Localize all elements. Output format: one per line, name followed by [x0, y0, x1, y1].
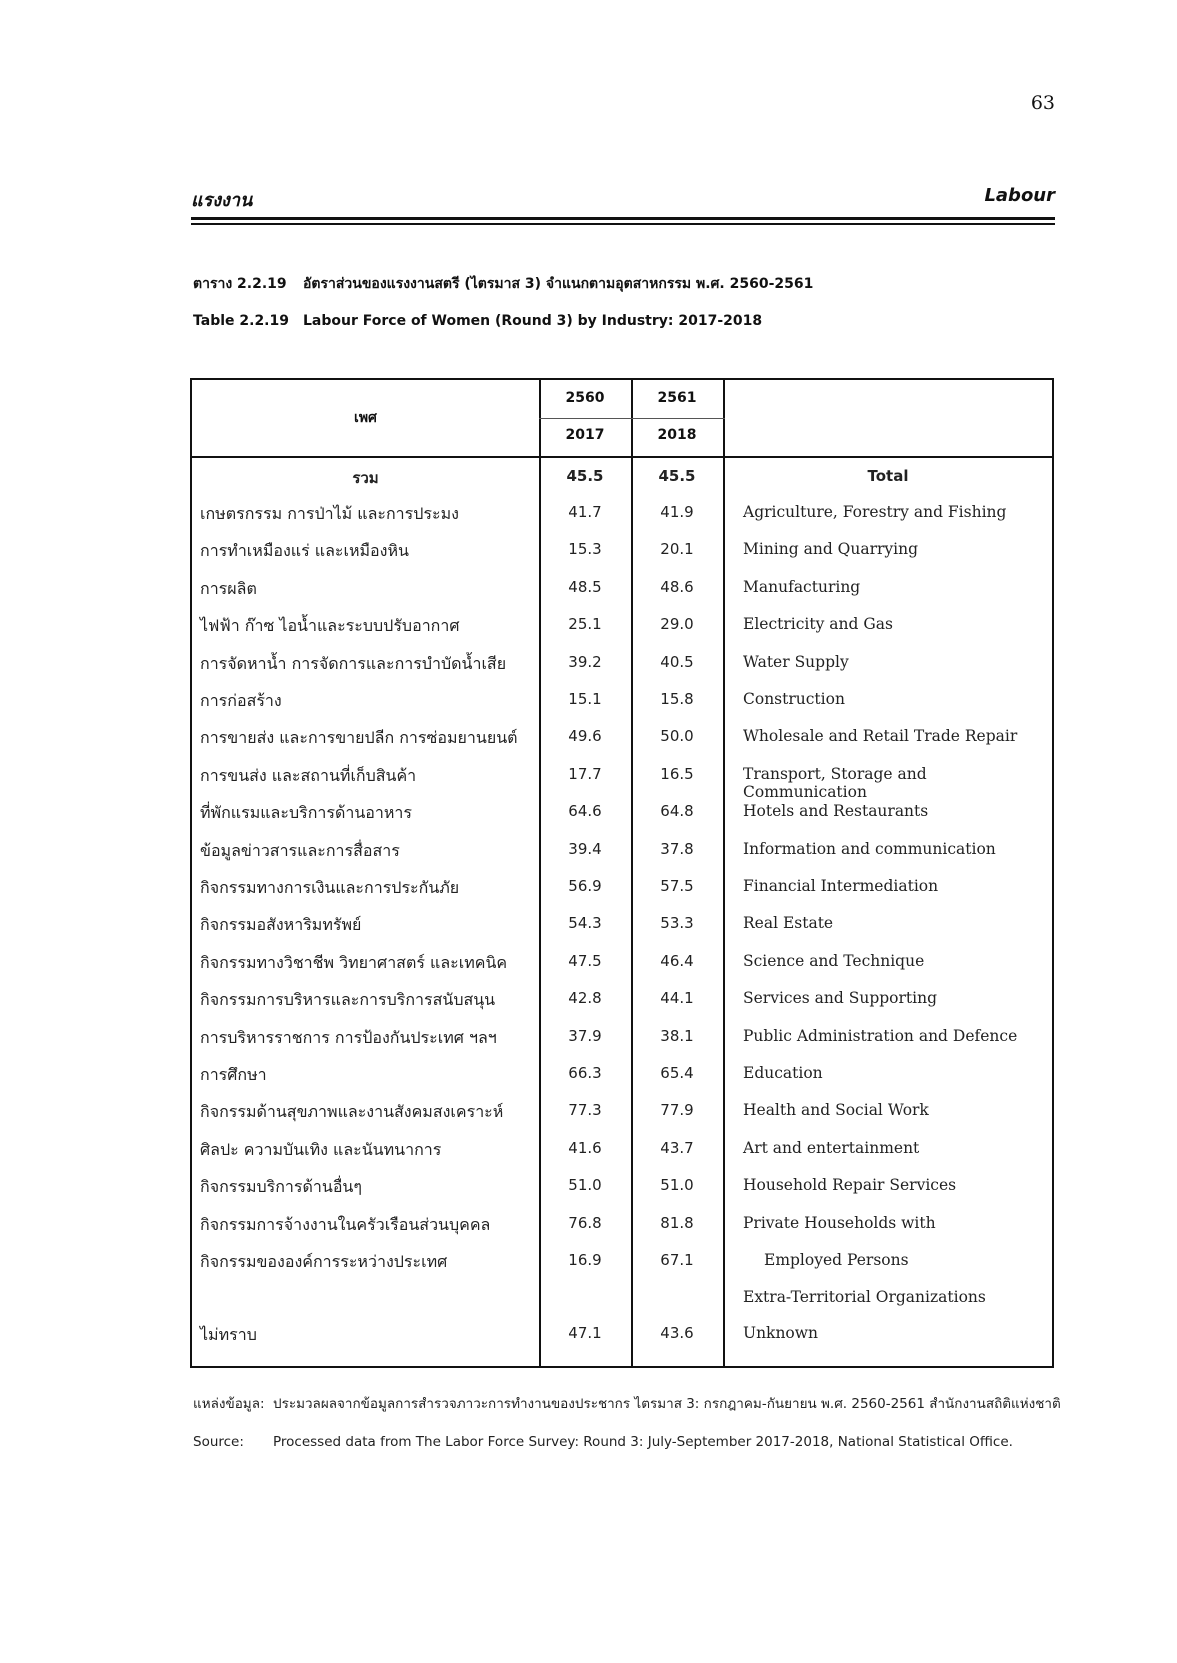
value-2018: 65.4	[660, 1064, 694, 1082]
value-2017: 66.3	[568, 1064, 602, 1082]
row-label-english: Employed Persons	[764, 1251, 909, 1269]
table-row	[192, 870, 1052, 908]
column-header-sex: เพศ	[354, 410, 377, 426]
source-note-thai	[193, 1392, 1061, 1414]
table-row	[192, 720, 1052, 758]
row-label-english: Transport, Storage and Communication	[743, 764, 927, 801]
source-text-english: Processed data from The Labor Force Survey: Round 3: July-September 2017-2018, National Statistical Office.	[273, 1434, 1013, 1450]
value-2018: 77.9	[660, 1101, 694, 1120]
header-rule-thin	[191, 223, 1055, 225]
row-label-thai: การขนส่ง และสถานที่เก็บสินค้า	[200, 765, 417, 785]
value-2018: 20.1	[660, 540, 694, 559]
value-2018: 67.1	[660, 1251, 694, 1269]
value-2017: 39.4	[568, 839, 602, 858]
value-2017: 51.0	[568, 1176, 602, 1195]
value-2018: 38.1	[660, 1026, 694, 1045]
table-row	[192, 1094, 1052, 1132]
column-header-year-th: 2561	[657, 390, 697, 406]
page-number: 63	[1030, 92, 1055, 114]
value-2017: 37.9	[568, 1026, 602, 1045]
row-label-english: Art and entertainment	[743, 1138, 920, 1157]
row-label-thai: การก่อสร้าง	[200, 691, 282, 710]
value-2018: 64.8	[660, 802, 694, 821]
row-label-thai: กิจกรรมขององค์การระหว่างประเทศ	[200, 1252, 448, 1271]
table-row	[192, 1317, 1052, 1355]
row-label-thai: กิจกรรมด้านสุขภาพและงานสังคมสงเคราะห์	[200, 1102, 504, 1122]
table-row	[192, 758, 1052, 801]
table-row	[192, 496, 1052, 534]
row-label-thai: ที่พักแรมและบริการด้านอาหาร	[200, 803, 412, 823]
value-2017: 41.7	[568, 503, 602, 521]
value-2018: 57.5	[660, 877, 694, 895]
row-label-english: Extra-Territorial Organizations	[743, 1288, 986, 1307]
column-header-year-th: 2560	[565, 390, 605, 406]
row-label-thai: การบริหารราชการ การป้องกันประเทศ ฯลฯ	[200, 1027, 497, 1047]
row-label-thai: ศิลปะ ความบันเทิง และนันทนาการ	[200, 1139, 442, 1159]
table-row	[192, 1244, 1052, 1282]
row-label-english: Private Households with	[743, 1213, 936, 1232]
row-label-english: Household Repair Services	[743, 1176, 957, 1195]
value-2018: 16.5	[660, 764, 694, 783]
row-label-english: Real Estate	[743, 914, 834, 933]
table-caption-thai	[193, 273, 813, 295]
table-row	[192, 1207, 1052, 1245]
data-table	[190, 378, 1054, 1368]
table-row	[192, 646, 1052, 684]
row-label-thai: กิจกรรมทางวิชาชีพ วิทยาศาสตร์ และเทคนิค	[200, 952, 508, 972]
row-label-thai: กิจกรรมทางการเงินและการประกันภัย	[200, 878, 460, 897]
value-2018: 43.6	[660, 1324, 694, 1343]
chapter-header-thai: แรงงาน	[191, 190, 253, 211]
value-2018: 37.8	[660, 839, 694, 858]
row-label-thai: การจัดหาน้ำ การจัดการและการบำบัดน้ำเสีย	[200, 653, 507, 673]
table-row-total	[192, 460, 1052, 498]
value-2017: 54.3	[568, 914, 602, 933]
table-number-thai: ตาราง 2.2.19	[193, 276, 287, 292]
row-label-english: Information and communication	[743, 839, 996, 858]
row-label-thai: การผลิต	[200, 578, 257, 598]
value-2017: 39.2	[568, 652, 602, 671]
source-note-english	[193, 1434, 1013, 1450]
row-label-english: Health and Social Work	[743, 1101, 929, 1120]
row-label-thai: ไฟฟ้า ก๊าซ ไอน้ำและระบบปรับอากาศ	[200, 616, 460, 636]
source-label-thai: แหล่งข้อมูล:	[193, 1396, 265, 1412]
row-label-english: Services and Supporting	[743, 989, 937, 1008]
value-2018: 81.8	[660, 1213, 694, 1232]
table-row	[192, 533, 1052, 571]
value-2017: 47.1	[568, 1324, 602, 1343]
value-2017: 47.5	[568, 951, 602, 970]
row-label-english: Education	[743, 1064, 823, 1082]
row-label-thai: เกษตรกรรม การป่าไม้ และการประมง	[200, 504, 459, 523]
row-label-english: Unknown	[743, 1324, 819, 1343]
value-2017: 77.3	[568, 1101, 602, 1120]
row-label-english: Financial Intermediation	[743, 877, 939, 895]
table-row	[192, 945, 1052, 983]
row-label-english: Electricity and Gas	[743, 615, 893, 634]
row-label-english: Wholesale and Retail Trade Repair	[743, 727, 1018, 746]
column-header-year-en: 2017	[565, 427, 605, 443]
table-row	[192, 683, 1052, 721]
row-label-thai: กิจกรรมบริการด้านอื่นๆ	[200, 1177, 362, 1197]
source-text-thai: ประมวลผลจากข้อมูลการสำรวจภาวะการทำงานของประชากร ไตรมาส 3: กรกฎาคม-กันยายน พ.ศ. 2560-2561 สำนักงานสถิติแห่งชาติ	[273, 1396, 1061, 1412]
header-divider	[192, 456, 1052, 458]
value-2018: 53.3	[660, 914, 694, 933]
row-label-thai: ข้อมูลข่าวสารและการสื่อสาร	[200, 840, 400, 860]
table-title-english: Labour Force of Women (Round 3) by Industry: 2017-2018	[303, 313, 763, 329]
row-label-thai: ไม่ทราบ	[200, 1325, 257, 1345]
column-header-year-en: 2018	[657, 427, 697, 443]
value-2017: 45.5	[566, 467, 604, 485]
row-label-thai: รวม	[352, 469, 379, 487]
header-rule-thick	[191, 217, 1055, 220]
row-label-english: Hotels and Restaurants	[743, 802, 929, 821]
chapter-header-english: Labour	[984, 185, 1055, 206]
value-2017: 25.1	[568, 615, 602, 634]
source-label-english: Source:	[193, 1434, 244, 1450]
value-2018: 50.0	[660, 727, 694, 746]
value-2017: 49.6	[568, 727, 602, 746]
table-caption-english	[193, 313, 762, 329]
value-2018: 43.7	[660, 1138, 694, 1157]
row-label-thai: กิจกรรมการบริหารและการบริการสนับสนุน	[200, 990, 496, 1010]
table-row	[192, 982, 1052, 1020]
value-2018: 48.6	[660, 577, 694, 596]
row-label-english: Construction	[743, 690, 845, 708]
row-label-thai: การทำเหมืองแร่ และเหมืองหิน	[200, 541, 409, 561]
table-title-thai: อัตราส่วนของแรงงานสตรี (ไตรมาส 3) จำแนกตามอุตสาหกรรม พ.ศ. 2560-2561	[303, 276, 814, 292]
value-2017: 56.9	[568, 877, 602, 895]
table-number-english: Table 2.2.19	[193, 313, 289, 329]
row-label-english: Water Supply	[743, 652, 849, 671]
value-2018: 41.9	[660, 503, 694, 521]
table-row	[192, 1281, 1052, 1319]
row-label-thai: การขายส่ง และการขายปลีก การซ่อมยานยนต์	[200, 728, 518, 748]
row-label-english: Agriculture, Forestry and Fishing	[743, 503, 1007, 521]
row-label-english: Total	[867, 467, 909, 485]
value-2017: 41.6	[568, 1138, 602, 1157]
value-2017: 64.6	[568, 802, 602, 821]
value-2017: 15.3	[568, 540, 602, 559]
value-2018: 45.5	[658, 467, 696, 485]
row-label-thai: กิจกรรมการจ้างงานในครัวเรือนส่วนบุคคล	[200, 1214, 491, 1234]
year-divider	[539, 418, 725, 419]
table-row	[192, 795, 1052, 833]
value-2017: 42.8	[568, 989, 602, 1008]
value-2018: 29.0	[660, 615, 694, 634]
value-2018: 51.0	[660, 1176, 694, 1195]
value-2017: 15.1	[568, 690, 602, 708]
table-row	[192, 907, 1052, 945]
row-label-english: Mining and Quarrying	[743, 540, 919, 559]
value-2017: 76.8	[568, 1213, 602, 1232]
value-2017: 17.7	[568, 764, 602, 783]
row-label-english: Manufacturing	[743, 577, 861, 596]
table-row	[192, 1169, 1052, 1207]
value-2017: 16.9	[568, 1251, 602, 1269]
value-2018: 40.5	[660, 652, 694, 671]
table-row	[192, 1132, 1052, 1170]
row-label-english: Public Administration and Defence	[743, 1026, 1018, 1045]
row-label-english: Science and Technique	[743, 951, 925, 970]
table-row	[192, 1020, 1052, 1058]
value-2017: 48.5	[568, 577, 602, 596]
table-row	[192, 571, 1052, 609]
table-row	[192, 1057, 1052, 1095]
row-label-thai: การศึกษา	[200, 1065, 267, 1084]
table-row	[192, 833, 1052, 871]
value-2018: 46.4	[660, 951, 694, 970]
value-2018: 15.8	[660, 690, 694, 708]
value-2018: 44.1	[660, 989, 694, 1008]
table-row	[192, 608, 1052, 646]
row-label-thai: กิจกรรมอสังหาริมทรัพย์	[200, 915, 362, 935]
